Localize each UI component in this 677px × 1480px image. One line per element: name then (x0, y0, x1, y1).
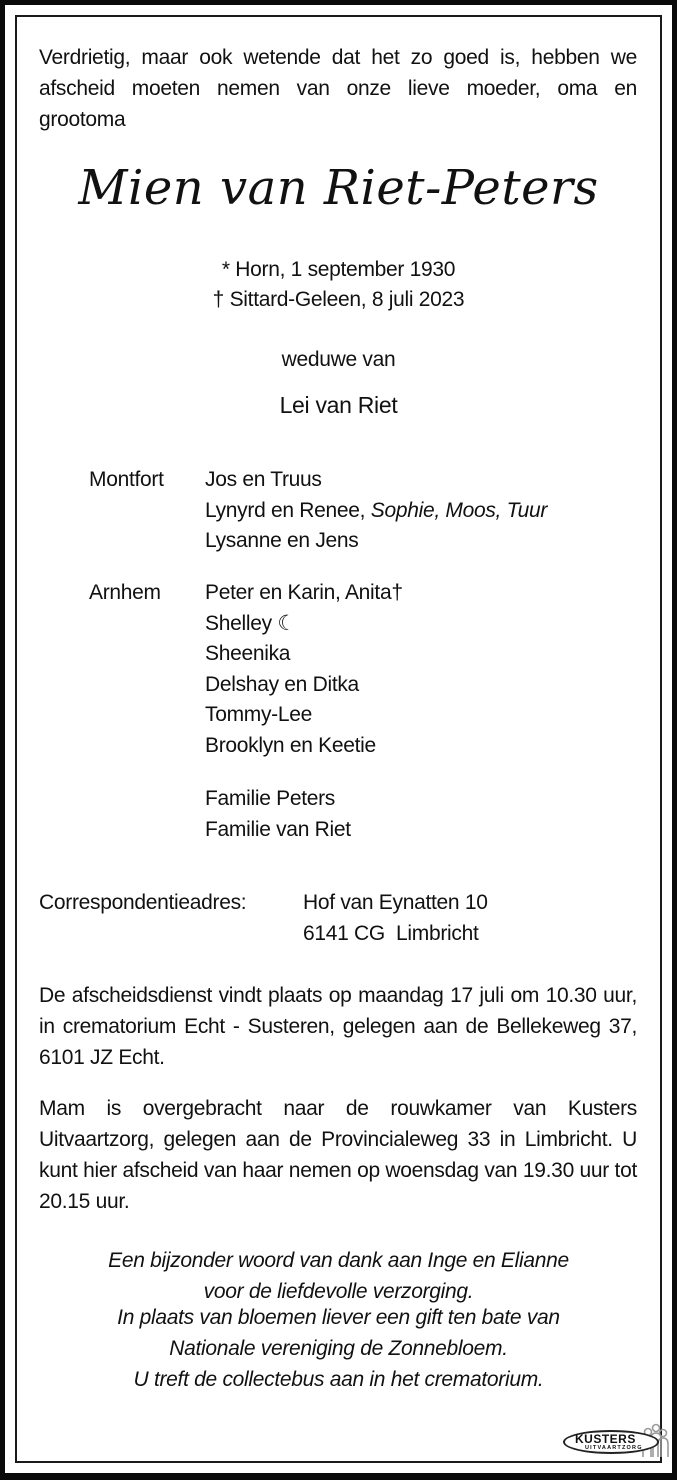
correspondence-street: Hof van Eynatten 10 (303, 891, 488, 914)
donation-line: U treft de collectebus aan in het crematorium. (133, 1368, 544, 1391)
thanks-text (17, 1245, 660, 1307)
donation-line: Nationale vereniging de Zonnebloem. (169, 1337, 508, 1360)
family-place-arnhem: Arnhem (89, 581, 161, 604)
kusters-uitvaartzorg-logo (563, 1427, 667, 1459)
logo-wordmark: KUSTERS (575, 1432, 636, 1446)
spouse-name: Lei van Riet (279, 392, 398, 418)
donation-line: In plaats van bloemen liever een gift ten bate van (117, 1306, 560, 1329)
family-member: Shelley ☾ (205, 611, 296, 635)
correspondence-city: 6141 CG Limbricht (303, 922, 479, 945)
family-member: Brooklyn en Keetie (205, 733, 376, 757)
correspondence-label: Correspondentieadres: (39, 891, 247, 914)
thanks-line: Een bijzonder woord van dank aan Inge en Elianne (108, 1249, 569, 1272)
extended-family-member: Familie Peters (205, 787, 336, 810)
correspondence-address (303, 887, 488, 949)
death-line: † Sittard-Geleen, 8 juli 2023 (212, 288, 465, 311)
viewing-text: Mam is overgebracht naar de rouwkamer van Kusters Uitvaartzorg, gelegen aan de Provincialeweg 33 in Limbricht. U kunt hier afscheid van haar nemen op woensdag van 19.30 uur tot 20.15 uur. (39, 1097, 637, 1213)
family-member: Delshay en Ditka (205, 672, 359, 696)
extended-family-member: Familie van Riet (205, 817, 351, 841)
family-members-arnhem (205, 578, 403, 761)
thanks-line: voor de liefdevolle verzorging. (203, 1280, 474, 1303)
family-member: Lysanne en Jens (205, 529, 359, 552)
intro-text: Verdrietig, maar ook wetende dat het zo goed is, hebben we afscheid moeten nemen van onze lieve moeder, oma en grootoma (39, 46, 637, 131)
donation-text (17, 1302, 660, 1395)
birth-line: * Horn, 1 september 1930 (221, 258, 456, 281)
service-text: De afscheidsdienst vindt plaats op maandag 17 juli om 10.30 uur, in crematorium Echt - Susteren, gelegen aan de Bellekeweg 37, 6101 JZ Echt. (39, 984, 637, 1069)
widow-of-label: weduwe van (281, 348, 396, 371)
family-member: Sheenika (205, 642, 291, 665)
deceased-name: Mien van Riet-Peters (78, 160, 599, 216)
family-member: Tommy-Lee (205, 703, 312, 726)
family-place-montfort: Montfort (89, 468, 164, 491)
family-member: Lynyrd en Renee, Sophie, Moos, Tuur (205, 498, 548, 522)
family-member: Jos en Truus (205, 468, 322, 491)
extended-family (205, 784, 351, 845)
family-member: Peter en Karin, Anita† (205, 581, 403, 604)
crescent-moon-icon: ☾ (277, 611, 296, 635)
family-members-montfort (205, 465, 547, 557)
logo-subtitle: UITVAARTZORG (585, 1445, 643, 1451)
